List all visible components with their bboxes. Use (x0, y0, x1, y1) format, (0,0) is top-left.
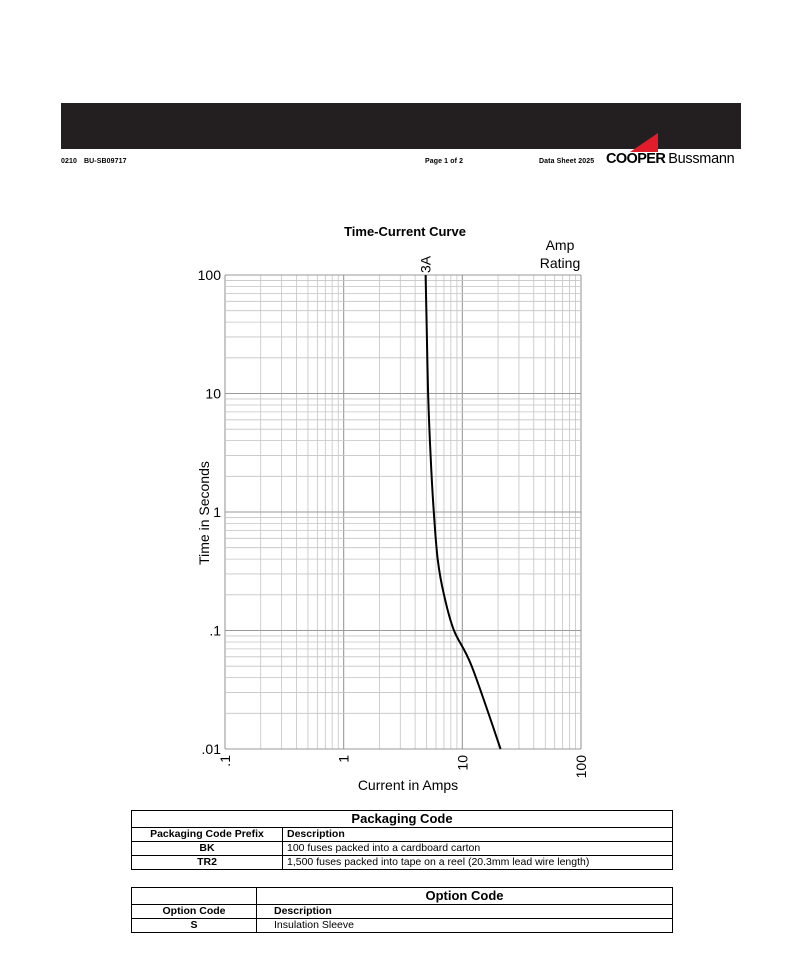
x-tick-label: 100 (573, 755, 589, 779)
option-title-blank (132, 888, 257, 905)
y-tick-label: 100 (197, 267, 221, 283)
chart-title: Time-Current Curve (344, 224, 466, 239)
x-tick-label: .1 (217, 755, 233, 767)
packaging-col-prefix-header: Packaging Code Prefix (132, 828, 283, 842)
table-row (132, 919, 673, 933)
x-tick-label: 10 (454, 755, 471, 771)
legend-title: Amp Rating (539, 237, 581, 271)
logo-cooper-text: COOPER (606, 151, 666, 167)
chart-grid (225, 275, 581, 749)
option-code-table (131, 887, 673, 933)
y-tick-label: .1 (209, 622, 221, 639)
packaging-code-cell: TR2 (132, 856, 283, 870)
table-row (132, 842, 673, 856)
option-desc-cell: Insulation Sleeve (257, 919, 673, 933)
option-code-cell: S (132, 919, 257, 933)
packaging-col-description-header: Description (283, 828, 673, 842)
packaging-code-cell: BK (132, 842, 283, 856)
data-sheet-label: Data Sheet 2025 (539, 158, 595, 165)
option-col-description-header: Description (257, 905, 673, 919)
doc-id: BU-SB09717 (84, 158, 127, 165)
y-tick-label: .01 (201, 741, 221, 757)
y-axis-label: Time in Seconds (196, 461, 212, 565)
option-table-title: Option Code (257, 888, 673, 905)
packaging-code-table (131, 810, 673, 870)
y-tick-label: 1 (213, 504, 221, 520)
page-number: Page 1 of 2 (425, 158, 464, 165)
packaging-desc-cell: 100 fuses packed into a cardboard carton (283, 842, 673, 856)
x-tick-labels (217, 755, 589, 779)
y-tick-label: 10 (205, 385, 221, 402)
logo-bussmann-text: Bussmann (668, 151, 735, 167)
series-label-3a: 3A (417, 255, 434, 273)
packaging-table-title: Packaging Code (132, 811, 673, 828)
option-col-code-header: Option Code (132, 905, 257, 919)
x-axis-label: Current in Amps (357, 777, 459, 793)
table-row (132, 856, 673, 870)
doc-code: 0210 (61, 158, 77, 165)
x-tick-label: 1 (335, 755, 352, 763)
packaging-desc-cell: 1,500 fuses packed into tape on a reel (20.3mm lead wire length) (283, 856, 673, 870)
